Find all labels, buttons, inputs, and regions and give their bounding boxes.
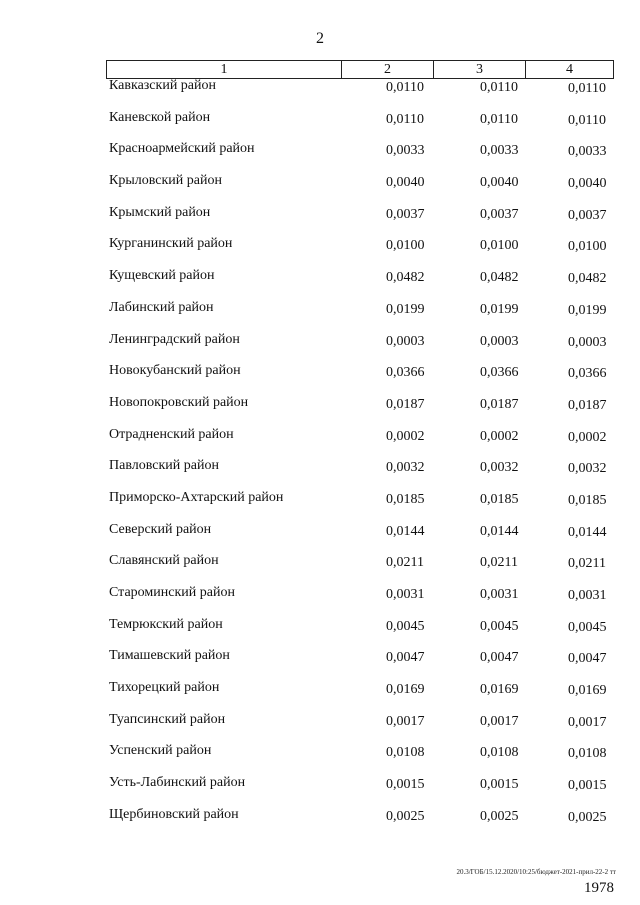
row-value-col4: 0,0211 xyxy=(568,556,606,572)
row-name: Павловский район xyxy=(109,458,219,474)
row-value-col3: 0,0110 xyxy=(480,111,518,127)
table-row xyxy=(0,775,640,807)
row-value-col3: 0,0185 xyxy=(480,491,519,507)
table-row xyxy=(0,648,640,680)
table-row xyxy=(0,553,640,585)
row-name: Туапсинский район xyxy=(109,711,226,727)
row-value-col2: 0,0025 xyxy=(386,808,425,824)
row-value-col4: 0,0199 xyxy=(568,302,607,318)
row-value-col4: 0,0108 xyxy=(568,746,607,762)
row-name: Красноармейский район xyxy=(109,141,255,157)
row-value-col4: 0,0025 xyxy=(568,809,607,825)
row-value-col4: 0,0047 xyxy=(568,651,607,667)
row-value-col3: 0,0199 xyxy=(480,301,519,317)
row-value-col3: 0,0025 xyxy=(480,808,519,824)
row-value-col3: 0,0037 xyxy=(480,206,519,222)
table-row xyxy=(0,617,640,649)
row-name: Усть-Лабинский район xyxy=(109,775,246,791)
table-row xyxy=(0,268,640,300)
row-name: Курганинский район xyxy=(109,236,233,252)
row-value-col2: 0,0100 xyxy=(386,238,425,254)
row-value-col2: 0,0047 xyxy=(386,650,425,666)
row-name: Каневской район xyxy=(109,109,211,125)
row-value-col3: 0,0110 xyxy=(480,80,518,95)
table-row xyxy=(0,458,640,490)
table-row xyxy=(0,712,640,744)
row-value-col4: 0,0187 xyxy=(568,397,607,413)
table-row xyxy=(0,522,640,554)
row-value-col2: 0,0366 xyxy=(386,365,425,381)
row-value-col3: 0,0108 xyxy=(480,745,519,761)
row-value-col3: 0,0211 xyxy=(480,555,518,571)
row-value-col4: 0,0031 xyxy=(568,588,607,603)
row-value-col2: 0,0032 xyxy=(386,460,425,476)
row-value-col4: 0,0366 xyxy=(568,366,607,382)
row-value-col4: 0,0003 xyxy=(568,334,607,350)
table-row xyxy=(0,78,640,110)
row-value-col2: 0,0108 xyxy=(386,745,425,761)
row-value-col3: 0,0032 xyxy=(480,460,519,476)
row-name: Староминский район xyxy=(109,585,235,600)
row-value-col2: 0,0003 xyxy=(386,333,425,349)
column-header-1: 1 xyxy=(107,61,342,78)
row-value-col3: 0,0002 xyxy=(480,428,519,444)
document-code: 20.3/ГОБ/15.12.2020/10:25/бюджет-2021-прил-22-2 тт xyxy=(456,868,616,876)
page-number: 2 xyxy=(316,30,324,47)
table-row xyxy=(0,427,640,459)
table-row xyxy=(0,236,640,268)
row-value-col2: 0,0187 xyxy=(386,396,425,412)
row-value-col2: 0,0199 xyxy=(386,301,425,317)
row-name: Крыловский район xyxy=(109,173,222,189)
row-value-col4: 0,0144 xyxy=(568,524,607,540)
row-value-col4: 0,0045 xyxy=(568,619,607,635)
row-value-col2: 0,0031 xyxy=(386,587,425,602)
row-name: Тимашевский район xyxy=(109,648,230,664)
row-value-col2: 0,0110 xyxy=(386,111,424,127)
row-value-col3: 0,0033 xyxy=(480,143,519,159)
table-row xyxy=(0,743,640,775)
row-value-col4: 0,0110 xyxy=(568,112,606,128)
row-value-col4: 0,0033 xyxy=(568,144,607,160)
row-name: Приморско-Ахтарский район xyxy=(109,489,284,505)
row-name: Ленинградский район xyxy=(109,331,240,347)
row-value-col3: 0,0187 xyxy=(480,396,519,412)
row-value-col3: 0,0144 xyxy=(480,523,519,539)
row-value-col3: 0,0482 xyxy=(480,270,519,286)
row-value-col4: 0,0017 xyxy=(568,714,607,730)
row-value-col4: 0,0037 xyxy=(568,207,607,223)
row-value-col4: 0,0482 xyxy=(568,271,607,287)
row-name: Успенский район xyxy=(109,743,212,759)
row-name: Лабинский район xyxy=(109,299,214,315)
row-value-col3: 0,0031 xyxy=(480,587,519,602)
table-column-header xyxy=(106,60,614,79)
table-row xyxy=(0,363,640,395)
table-row xyxy=(0,110,640,142)
row-value-col4: 0,0002 xyxy=(568,429,607,445)
row-name: Славянский район xyxy=(109,553,219,569)
row-name: Новокубанский район xyxy=(109,363,241,379)
sheet-number: 1978 xyxy=(584,880,614,896)
row-value-col4: 0,0040 xyxy=(568,176,607,192)
row-value-col3: 0,0100 xyxy=(480,238,519,254)
row-value-col2: 0,0037 xyxy=(386,206,425,222)
row-value-col3: 0,0047 xyxy=(480,650,519,666)
table-row xyxy=(0,395,640,427)
row-name: Тихорецкий район xyxy=(109,680,220,696)
row-value-col2: 0,0033 xyxy=(386,143,425,159)
table-row xyxy=(0,807,640,839)
row-value-col4: 0,0015 xyxy=(568,778,607,794)
row-value-col4: 0,0185 xyxy=(568,492,607,508)
row-value-col4: 0,0032 xyxy=(568,461,607,477)
row-name: Щербиновский район xyxy=(109,806,239,822)
row-name: Отрадненский район xyxy=(109,426,234,442)
row-value-col3: 0,0015 xyxy=(480,777,519,793)
row-value-col2: 0,0144 xyxy=(386,523,425,539)
row-value-col2: 0,0169 xyxy=(386,682,425,698)
table-body xyxy=(0,78,640,839)
row-value-col4: 0,0169 xyxy=(568,683,607,699)
row-value-col3: 0,0040 xyxy=(480,175,519,191)
table-row xyxy=(0,490,640,522)
column-header-3: 3 xyxy=(434,61,526,78)
row-value-col2: 0,0002 xyxy=(386,428,425,444)
row-value-col3: 0,0169 xyxy=(480,682,519,698)
table-row xyxy=(0,141,640,173)
table-row xyxy=(0,173,640,205)
row-value-col2: 0,0040 xyxy=(386,175,425,191)
column-header-4: 4 xyxy=(566,62,573,77)
table-row xyxy=(0,680,640,712)
row-value-col3: 0,0366 xyxy=(480,365,519,381)
row-name: Северский район xyxy=(109,521,212,537)
row-value-col4: 0,0100 xyxy=(568,239,607,255)
row-value-col3: 0,0017 xyxy=(480,713,519,729)
row-value-col3: 0,0003 xyxy=(480,333,519,349)
row-name: Крымский район xyxy=(109,204,211,220)
table-row xyxy=(0,585,640,617)
row-name: Кущевский район xyxy=(109,268,215,284)
row-value-col2: 0,0110 xyxy=(386,80,424,95)
row-value-col2: 0,0185 xyxy=(386,491,425,507)
table-row xyxy=(0,332,640,364)
row-value-col2: 0,0211 xyxy=(386,555,424,571)
row-value-col2: 0,0015 xyxy=(386,777,425,793)
row-value-col4: 0,0110 xyxy=(568,81,606,96)
row-name: Новопокровский район xyxy=(109,394,249,410)
column-header-2: 2 xyxy=(342,61,434,78)
row-value-col2: 0,0482 xyxy=(386,270,425,286)
row-value-col2: 0,0017 xyxy=(386,713,425,729)
row-value-col3: 0,0045 xyxy=(480,618,519,634)
row-value-col2: 0,0045 xyxy=(386,618,425,634)
row-name: Кавказский район xyxy=(109,78,217,93)
table-row xyxy=(0,205,640,237)
row-name: Темрюкский район xyxy=(109,616,223,632)
table-row xyxy=(0,300,640,332)
